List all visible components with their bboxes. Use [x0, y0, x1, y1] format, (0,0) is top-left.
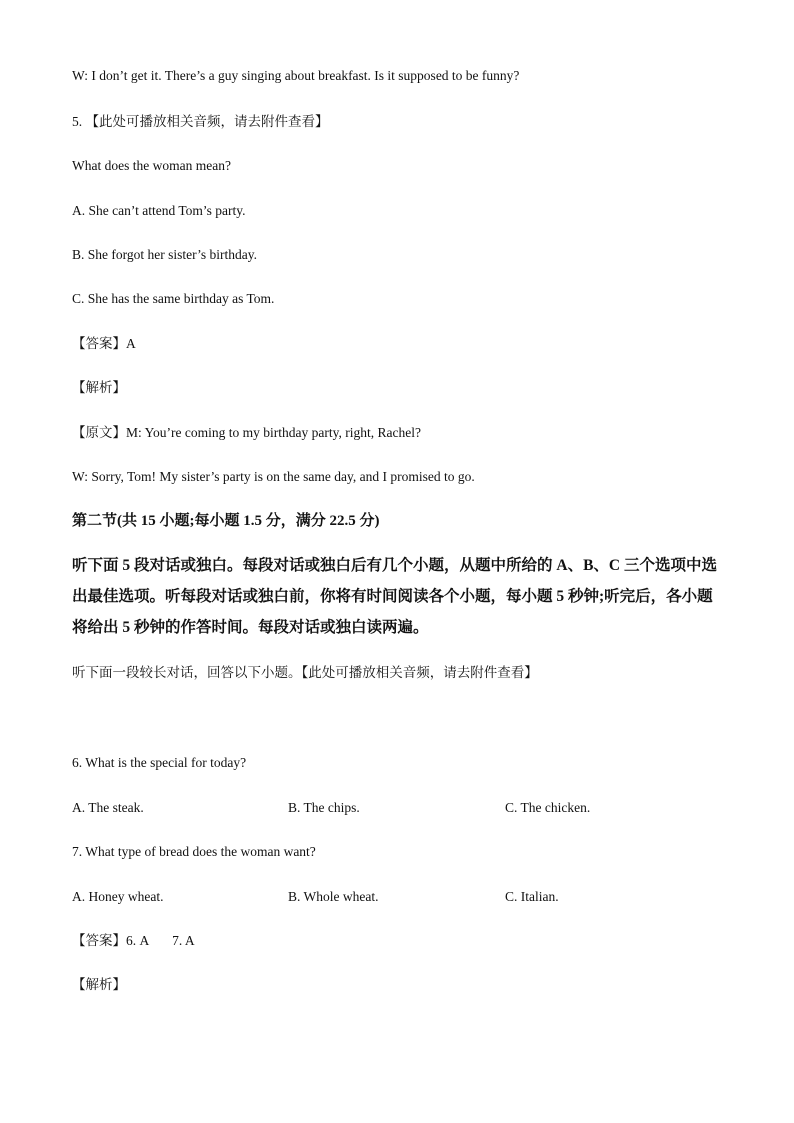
- question-7-option-b: B. Whole wheat.: [288, 889, 379, 904]
- question-7-text: 7. What type of bread does the woman want?: [72, 844, 316, 859]
- question-5-option-a: A. She can’t attend Tom’s party.: [72, 203, 246, 218]
- listen-note: 听下面一段较长对话，回答以下小题。【此处可播放相关音频，请去附件查看】: [72, 665, 538, 680]
- question-6-option-a: A. The steak.: [72, 800, 144, 815]
- section-2-instructions: 听下面 5 段对话或独白。每段对话或独白后有几个小题，从题中所给的 A、B、C 三个选项中选出最佳选项。听每段对话或独白前，你将有时间阅读各个小题，每小题 5 秒钟;听完后，各小题将给出 5 秒钟的作答时间。每段对话或独白读两遍。: [72, 557, 717, 636]
- question-5-text: What does the woman mean?: [72, 158, 231, 173]
- question-5-analysis-label: 【解析】: [72, 380, 126, 395]
- questions-6-7-answer: 【答案】6. A 7. A: [72, 933, 195, 948]
- question-6-text: 6. What is the special for today?: [72, 755, 247, 770]
- section-2-title: 第二节(共 15 小题;每小题 1.5 分，满分 22.5 分): [72, 513, 380, 529]
- question-5-answer: 【答案】A: [72, 336, 136, 351]
- question-5-option-c: C. She has the same birthday as Tom.: [72, 291, 275, 306]
- question-5-original-text: 【原文】M: You’re coming to my birthday party, right, Rachel?: [72, 425, 421, 440]
- question-7-option-c: C. Italian.: [505, 889, 559, 904]
- question-5-woman-line: W: Sorry, Tom! My sister’s party is on the same day, and I promised to go.: [72, 469, 475, 484]
- question-5-header: 5. 【此处可播放相关音频，请去附件查看】: [72, 114, 329, 129]
- question-6-option-c: C. The chicken.: [505, 800, 591, 815]
- questions-6-7-analysis-label: 【解析】: [72, 977, 126, 992]
- question-6-option-b: B. The chips.: [288, 800, 360, 815]
- question-5-option-b: B. She forgot her sister’s birthday.: [72, 247, 257, 262]
- dialogue-line-woman: W: I don’t get it. There’s a guy singing about breakfast. Is it supposed to be funny?: [72, 68, 520, 83]
- question-7-option-a: A. Honey wheat.: [72, 889, 164, 904]
